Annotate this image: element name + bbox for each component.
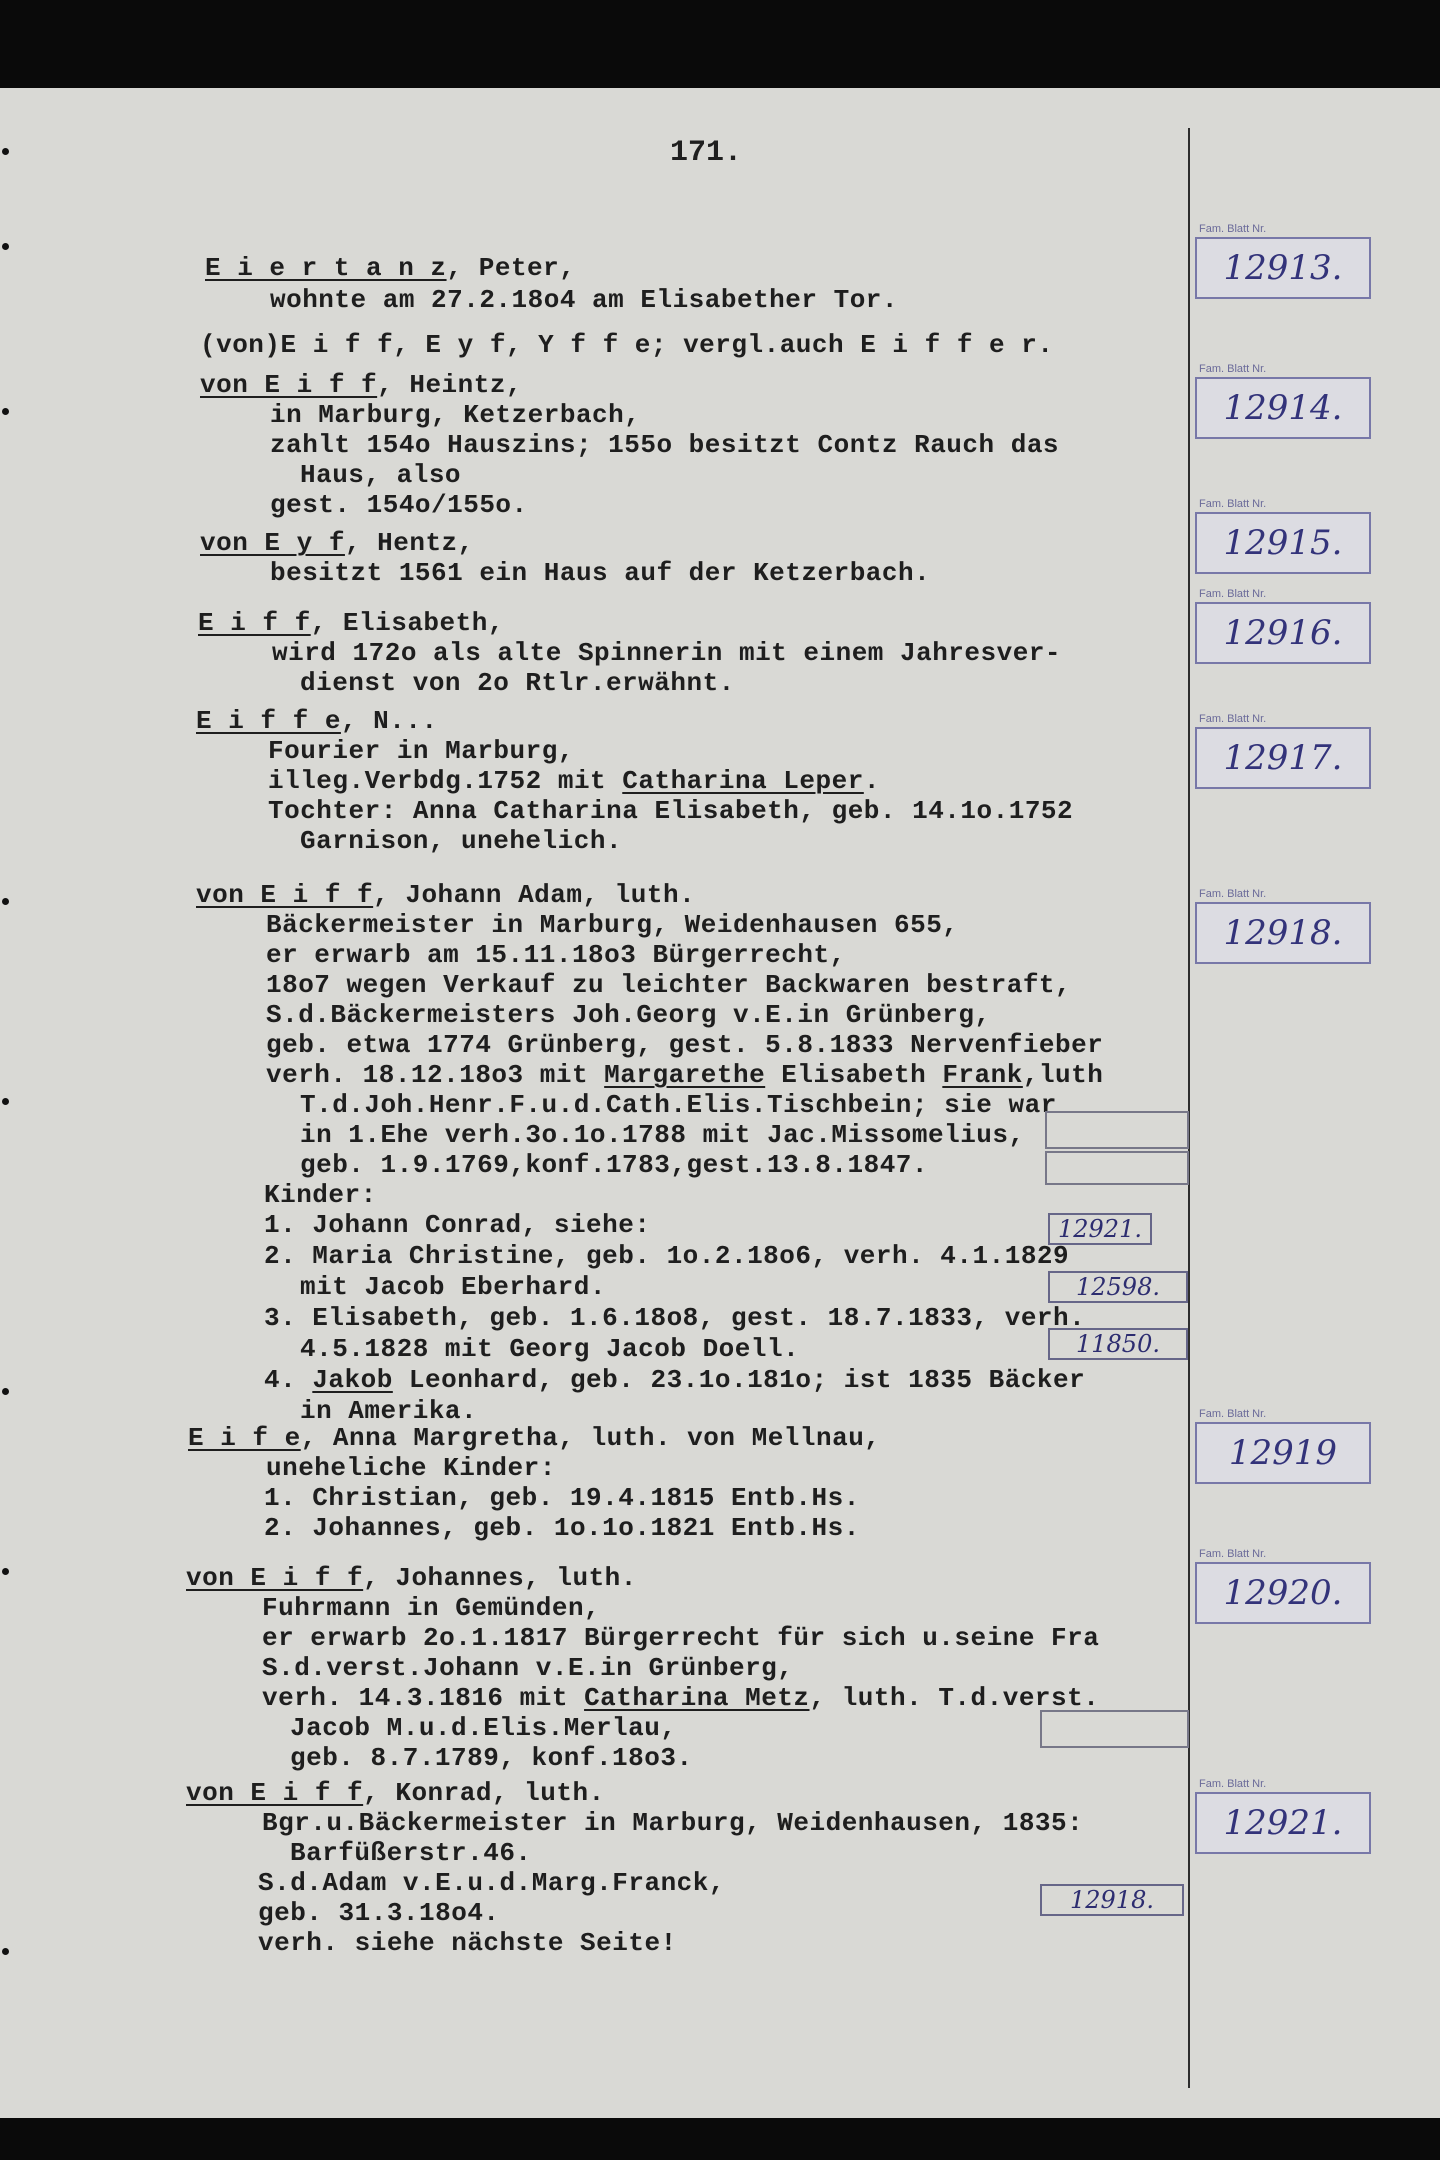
entry-heading-line [200,330,1053,360]
entry-text-line [300,1150,928,1180]
entry-heading-line [200,528,474,558]
entry-text-line [290,1838,532,1868]
entry-text: geb. 31.3.18o4. [258,1898,500,1928]
entry-text-line [264,1513,860,1543]
entry-text-line [290,1743,693,1773]
entry-text-line [270,558,930,588]
entry-text: 2. Johannes, geb. 1o.1o.1821 Entb.Hs. [264,1513,860,1543]
entry-text-line [272,638,1061,668]
entry-text-line [264,1303,1085,1333]
given-name: , Johannes, luth. [363,1563,637,1593]
given-name: , Anna Margretha, luth. von Mellnau, [300,1423,881,1453]
entry-text-line [266,1030,1103,1060]
empty-reference-box [1045,1111,1189,1149]
entry-text-line [266,970,1071,1000]
entry-text-line [264,1210,650,1240]
family-sheet-card [1195,888,1371,964]
entry-heading-line [205,253,575,283]
entry-text: S.d.verst.Johann v.E.in Grünberg, [262,1653,794,1683]
underlined-name: Jakob [312,1365,393,1395]
family-sheet-number: 12913. [1195,237,1371,299]
entry-text-line [290,1713,676,1743]
entry-text-line [264,1180,377,1210]
entry-text-line [270,490,528,520]
entry-text-line [300,668,735,698]
entry-text-line [300,1272,606,1302]
family-sheet-column [1188,88,1440,2118]
entry-text: Kinder: [264,1180,377,1210]
family-sheet-label: Fam. Blatt Nr. [1199,588,1267,600]
entry-text-line [268,736,574,766]
entry-text: dienst von 2o Rtlr.erwähnt. [300,668,735,698]
entry-text-line [300,1396,477,1426]
entry-text: 4. [264,1365,313,1395]
surname-heading: von E i f f [196,880,374,910]
entry-text: geb. etwa 1774 Grünberg, gest. 5.8.1833 Nervenfieber [266,1030,1104,1060]
entry-text: wird 172o als alte Spinnerin mit einem Jahresver- [272,638,1062,668]
surname-heading: von E i f f [186,1778,364,1808]
given-name: , N... [340,706,438,736]
entry-text: in Amerika. [300,1396,478,1426]
given-name: , Heintz, [377,370,523,400]
entry-text-line [264,1241,1069,1271]
entry-text-line [262,1683,1099,1713]
surname-heading: von E i f f [200,370,378,400]
inline-reference-number: 11850. [1048,1328,1188,1360]
entry-text: (von)E i f f, E y f, Y f f e; vergl.auch E i f f e r. [200,330,1054,360]
given-name: , Elisabeth, [310,608,504,638]
entry-text: Fourier in Marburg, [268,736,574,766]
family-sheet-label: Fam. Blatt Nr. [1199,1408,1267,1420]
family-sheet-number: 12914. [1195,377,1371,439]
entry-text-line [262,1593,600,1623]
entry-text: 1. Christian, geb. 19.4.1815 Entb.Hs. [264,1483,860,1513]
entry-text: besitzt 1561 ein Haus auf der Ketzerbach. [270,558,931,588]
family-sheet-label: Fam. Blatt Nr. [1199,1778,1267,1790]
entry-text: 1. Johann Conrad, siehe: [264,1210,651,1240]
entry-text-line [300,826,622,856]
inline-reference-number: 12918. [1040,1884,1184,1916]
family-sheet-number: 12917. [1195,727,1371,789]
entry-heading-line [188,1423,880,1453]
entry-text: in Marburg, Ketzerbach, [270,400,641,430]
family-sheet-card [1195,1548,1371,1624]
entry-heading-line [200,370,522,400]
entry-heading-line [196,706,438,736]
entry-text: S.d.Bäckermeisters Joh.Georg v.E.in Grünberg, [266,1000,991,1030]
entry-text: 3. Elisabeth, geb. 1.6.18o8, gest. 18.7.1833, verh. [264,1303,1086,1333]
entry-text: Tochter: Anna Catharina Elisabeth, geb. 14.1o.1752 [268,796,1074,826]
entry-text: Garnison, unehelich. [300,826,623,856]
entry-text-line [258,1868,725,1898]
family-sheet-number: 12918. [1195,902,1371,964]
entry-text-line [262,1623,1099,1653]
entry-text: Fuhrmann in Gemünden, [262,1593,601,1623]
entry-text: verh. 18.12.18o3 mit [266,1060,605,1090]
inline-reference-number: 12598. [1048,1271,1188,1303]
entry-text: 18o7 wegen Verkauf zu leichter Backwaren bestraft, [266,970,1072,1000]
entry-text-line [270,400,640,430]
entry-heading-line [186,1778,605,1808]
entry-text-line [266,1453,556,1483]
underlined-name: Catharina Metz [584,1683,810,1713]
family-sheet-number: 12916. [1195,602,1371,664]
underlined-name: Catharina Leper [622,766,864,796]
entry-text-line [258,1898,500,1928]
entry-text-line [270,285,898,315]
entry-text: Haus, also [300,460,462,490]
entry-text: ,luth [1022,1060,1104,1090]
family-sheet-label: Fam. Blatt Nr. [1199,1548,1267,1560]
entry-text-line [258,1928,677,1958]
family-sheet-card [1195,1408,1371,1484]
entry-text-line [300,460,461,490]
empty-reference-box [1045,1151,1189,1185]
entry-text: Barfüßerstr.46. [290,1838,532,1868]
empty-reference-box [1040,1710,1189,1748]
entry-text: Jacob M.u.d.Elis.Merlau, [290,1713,677,1743]
entry-text: zahlt 154o Hauszins; 155o besitzt Contz Rauch das [270,430,1060,460]
family-sheet-card [1195,223,1371,299]
family-sheet-label: Fam. Blatt Nr. [1199,888,1267,900]
entry-text: Bäckermeister in Marburg, Weidenhausen 655, [266,910,959,940]
family-sheet-card [1195,1778,1371,1854]
entry-text: . [863,766,880,796]
inline-reference-number: 12921. [1048,1213,1152,1245]
surname-heading: E i f e [188,1423,301,1453]
family-sheet-label: Fam. Blatt Nr. [1199,498,1267,510]
entry-text-line [266,910,958,940]
entry-text: , luth. T.d.verst. [809,1683,1100,1713]
entry-text-line [270,430,1059,460]
entry-text: wohnte am 27.2.18o4 am Elisabether Tor. [270,285,898,315]
entry-heading-line [198,608,504,638]
surname-heading: E i f f e [196,706,341,736]
family-sheet-number: 12915. [1195,512,1371,574]
family-sheet-card [1195,588,1371,664]
entry-text-line [266,1060,1103,1090]
family-sheet-number: 12921. [1195,1792,1371,1854]
entries-column [0,88,1190,2118]
entry-text-line [300,1334,799,1364]
given-name: , Hentz, [344,528,474,558]
given-name: , Peter, [446,253,576,283]
family-sheet-number: 12920. [1195,1562,1371,1624]
entry-heading-line [196,880,695,910]
family-sheet-card [1195,498,1371,574]
entry-text: Elisabeth [765,1060,943,1090]
entry-text: illeg.Verbdg.1752 mit [268,766,623,796]
entry-text-line [264,1483,860,1513]
entry-text-line [266,1000,991,1030]
entry-text: T.d.Joh.Henr.F.u.d.Cath.Elis.Tischbein; sie war [300,1090,1057,1120]
entry-text: verh. siehe nächste Seite! [258,1928,677,1958]
family-sheet-label: Fam. Blatt Nr. [1199,713,1267,725]
family-sheet-card [1195,363,1371,439]
given-name: , Johann Adam, luth. [373,880,696,910]
entry-text: Leonhard, geb. 23.1o.181o; ist 1835 Bäcker [392,1365,1086,1395]
entry-text-line [300,1090,1057,1120]
entry-text: geb. 8.7.1789, konf.18o3. [290,1743,693,1773]
surname-heading: E i e r t a n z [205,253,447,283]
entry-text-line [262,1653,793,1683]
family-sheet-card [1195,713,1371,789]
entry-heading-line [186,1563,637,1593]
surname-heading: E i f f [198,608,311,638]
document-page [0,88,1440,2118]
entry-text-line [268,766,880,796]
family-sheet-label: Fam. Blatt Nr. [1199,223,1267,235]
entry-text: 4.5.1828 mit Georg Jacob Doell. [300,1334,800,1364]
entry-text-line [268,796,1073,826]
family-sheet-label: Fam. Blatt Nr. [1199,363,1267,375]
entry-text: Bgr.u.Bäckermeister in Marburg, Weidenhausen, 1835: [262,1808,1084,1838]
given-name: , Konrad, luth. [363,1778,605,1808]
entry-text-line [262,1808,1083,1838]
entry-text: er erwarb am 15.11.18o3 Bürgerrecht, [266,940,846,970]
entry-text-line [264,1365,1085,1395]
entry-text: gest. 154o/155o. [270,490,528,520]
entry-text: geb. 1.9.1769,konf.1783,gest.13.8.1847. [300,1150,928,1180]
entry-text: S.d.Adam v.E.u.d.Marg.Franck, [258,1868,725,1898]
entry-text-line [266,940,846,970]
surname-heading: von E y f [200,528,345,558]
underlined-name: Frank [942,1060,1023,1090]
entry-text: verh. 14.3.1816 mit [262,1683,585,1713]
surname-heading: von E i f f [186,1563,364,1593]
entry-text-line [300,1120,1025,1150]
entry-text: uneheliche Kinder: [266,1453,556,1483]
entry-text: mit Jacob Eberhard. [300,1272,606,1302]
page-number: 171. [670,136,743,170]
entry-text: 2. Maria Christine, geb. 1o.2.18o6, verh. 4.1.1829 [264,1241,1070,1271]
entry-text: in 1.Ehe verh.3o.1o.1788 mit Jac.Missomelius, [300,1120,1025,1150]
underlined-name: Margarethe [604,1060,766,1090]
entry-text: er erwarb 2o.1.1817 Bürgerrecht für sich u.seine Fra [262,1623,1100,1653]
family-sheet-number: 12919 [1195,1422,1371,1484]
